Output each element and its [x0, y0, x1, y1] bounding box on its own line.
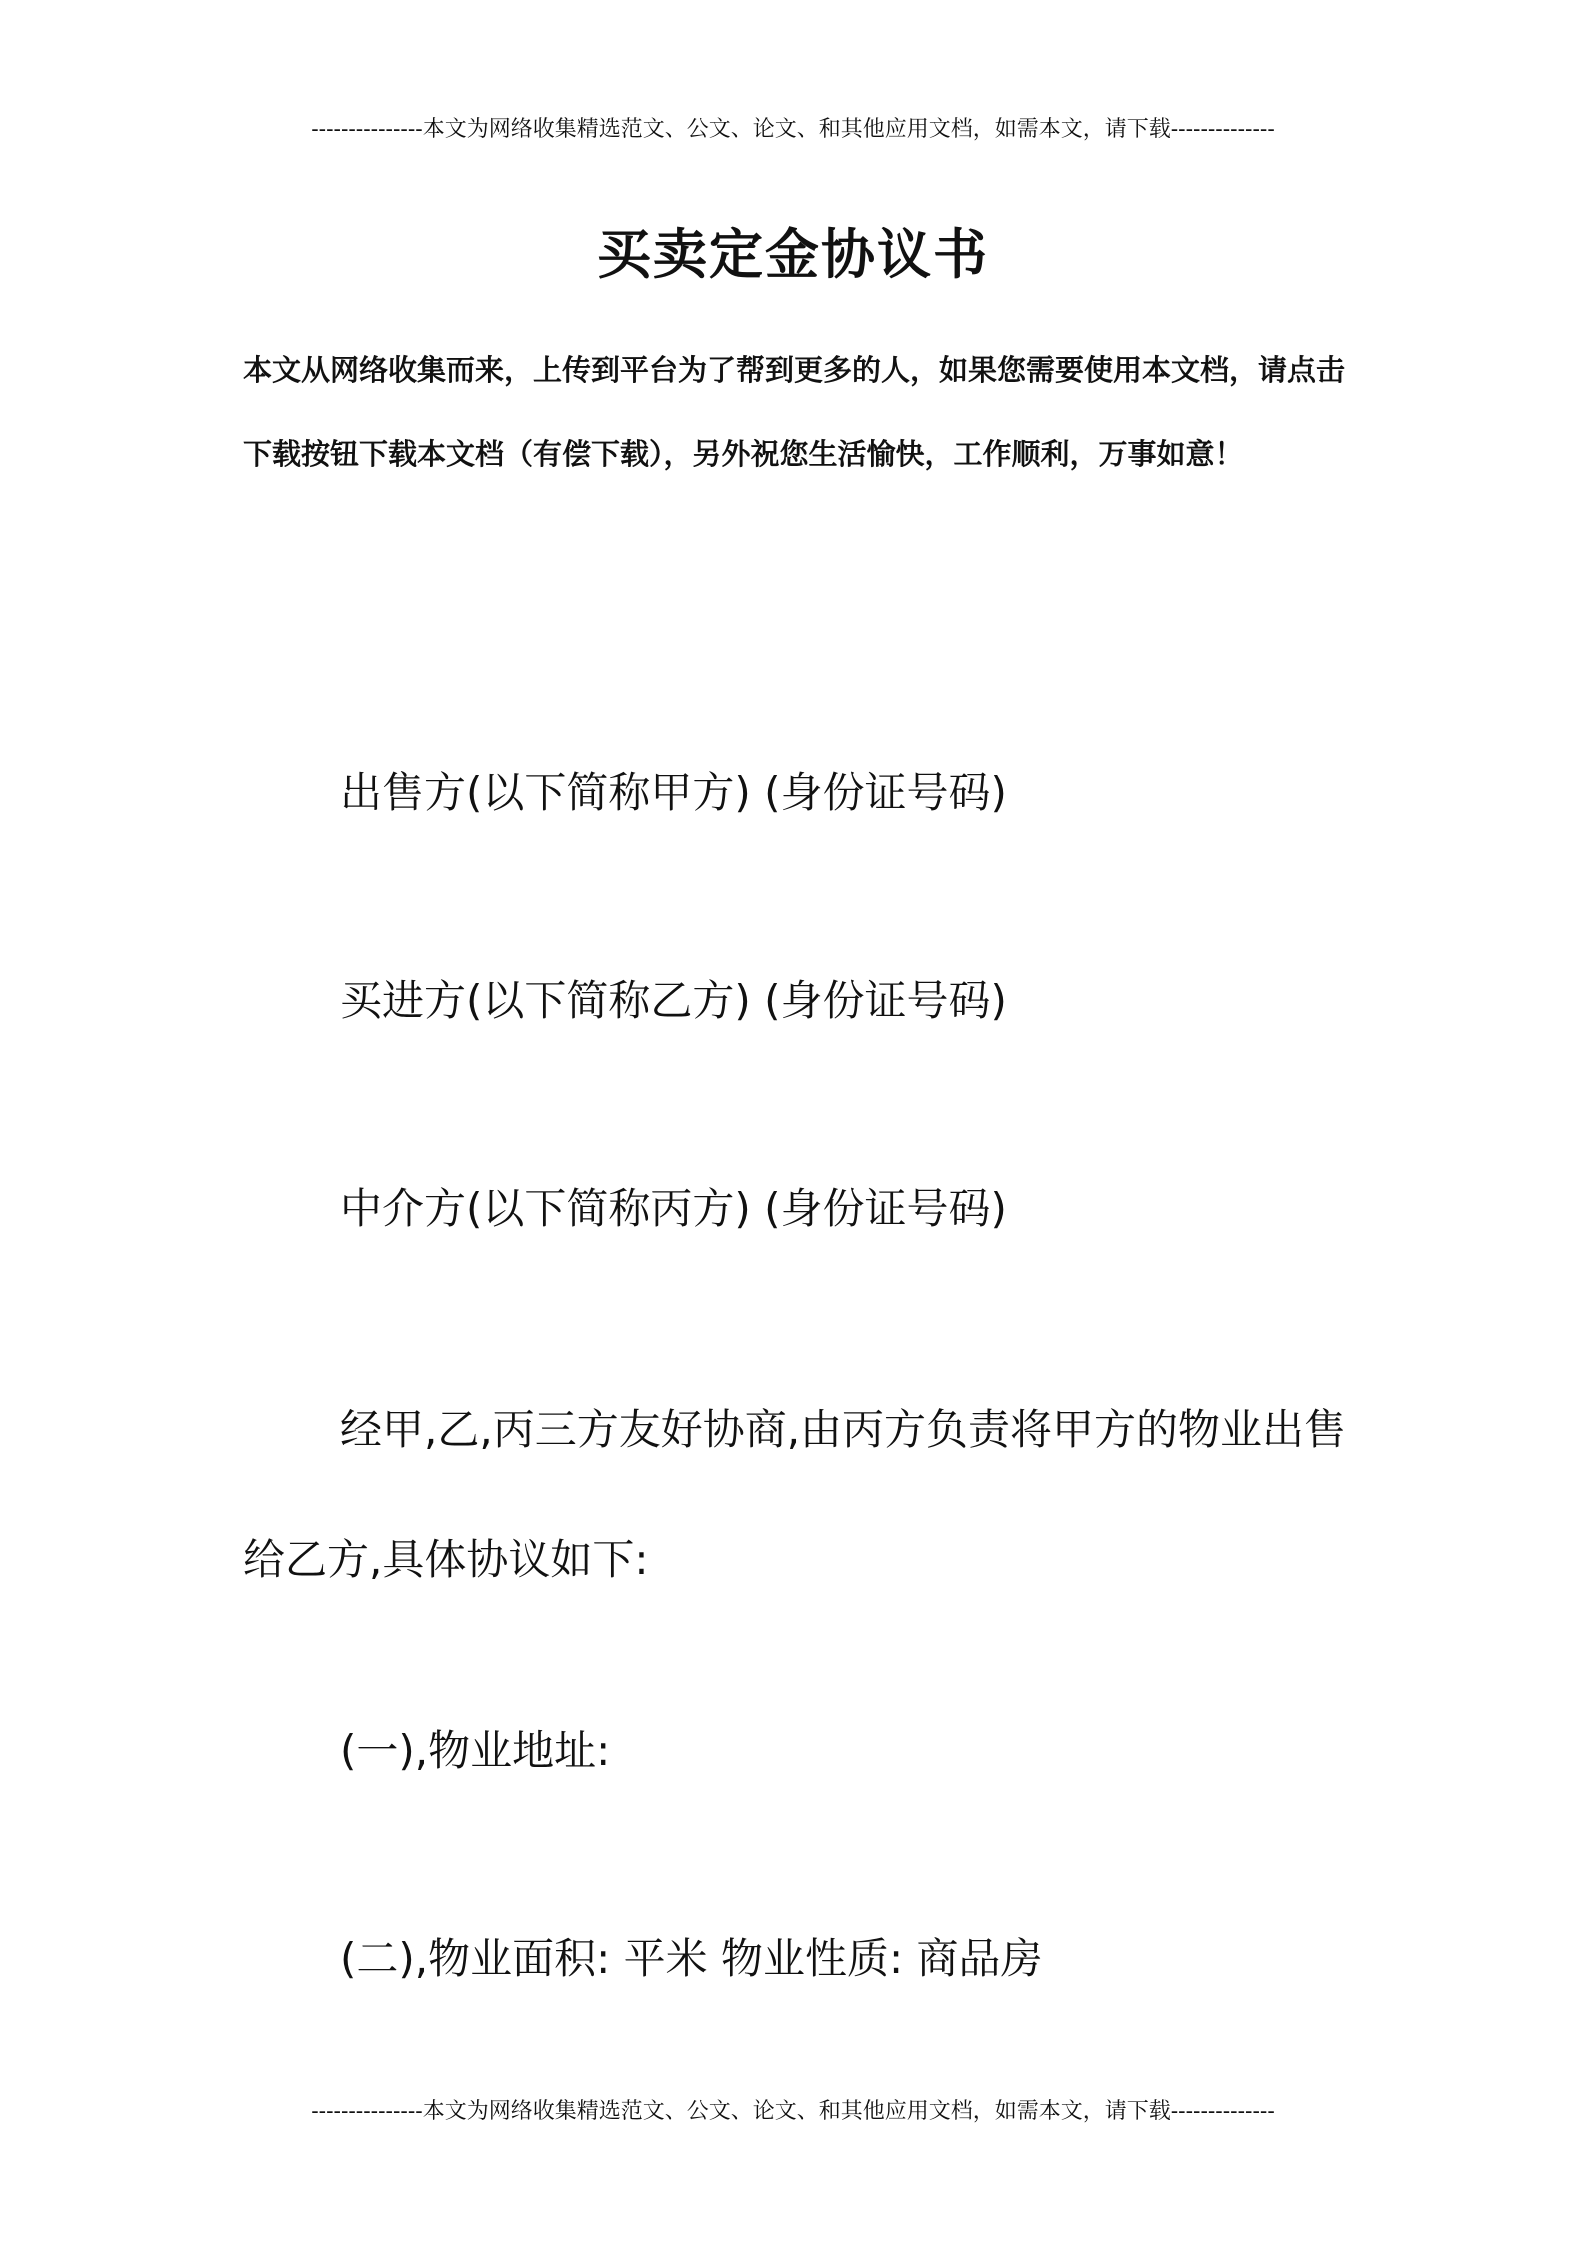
agent-line: 中介方(以下简称丙方) (身份证号码): [340, 1184, 1007, 1233]
page-header-notice: ---------------本文为网络收集精选范文、公文、论文、和其他应用文档，如需本文，请下载--------------: [311, 117, 1275, 142]
agreement-intro-paragraph: 经甲,乙,丙三方友好协商,由丙方负责将甲方的物业出售给乙方,具体协议如下:: [243, 1405, 1347, 1584]
property-address-line: (一),物业地址:: [340, 1726, 611, 1775]
buyer-line: 买进方(以下简称乙方) (身份证号码): [340, 976, 1007, 1025]
intro-paragraph: 本文从网络收集而来，上传到平台为了帮到更多的人，如果您需要使用本文档，请点击下载按钮下载本文档（有偿下载），另外祝您生活愉快，工作顺利，万事如意！: [243, 353, 1346, 471]
document-title: 买卖定金协议书: [597, 223, 989, 286]
seller-line: 出售方(以下简称甲方) (身份证号码): [340, 768, 1007, 817]
property-area-line: (二),物业面积: 平米 物业性质: 商品房: [340, 1934, 1043, 1983]
page-footer-notice: ---------------本文为网络收集精选范文、公文、论文、和其他应用文档，如需本文，请下载--------------: [311, 2099, 1275, 2124]
